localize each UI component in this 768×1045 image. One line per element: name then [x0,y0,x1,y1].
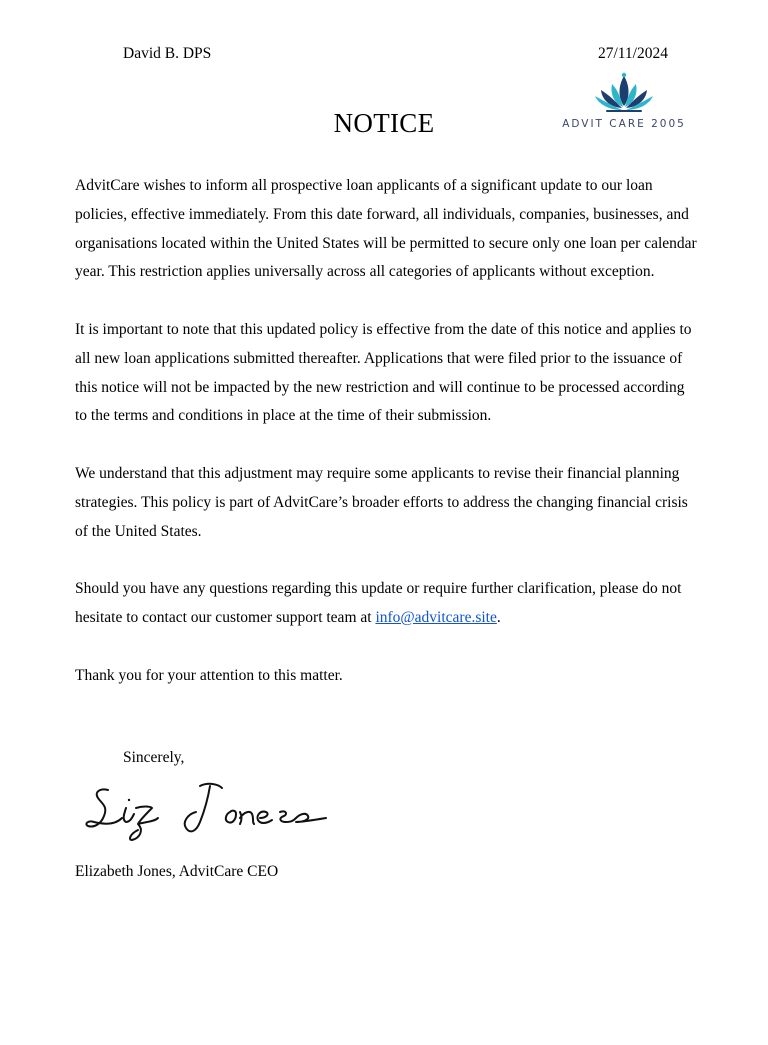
paragraph-adjustment: We understand that this adjustment may require some applicants to revise their financial planning strategies. This policy is part of AdvitCare’s broader efforts to address the changing financial crisis of the United States. [75,464,688,540]
notice-body [75,172,697,719]
notice-date: 27/11/2024 [597,45,668,62]
handwritten-signature [82,778,342,844]
paragraph-effective-date: It is important to note that this updated policy is effective from the date of this notice and applies to all new loan applications submitted thereafter. Applications that were filed prior to the issuance of this notice will not be impacted by the new restriction and will continue to be processed according to the terms and conditions in place at the time of their submission. [75,320,692,425]
signer-name: Elizabeth Jones, AdvitCare CEO [75,863,279,880]
page-title: NOTICE [333,108,435,138]
closing-salutation: Sincerely, [123,749,185,766]
paragraph-policy-update: AdvitCare wishes to inform all prospective loan applicants of a significant update to our loan policies, effective immediately. From this date forward, all individuals, companies, businesses, and organisations located within the United States will be permitted to secure only one loan per calendar year. This restriction applies universally across all categories of applicants without exception. [75,177,697,281]
paragraph-thanks: Thank you for your attention to this matter. [75,666,343,684]
contact-text-end: . [496,608,501,626]
sender-name: David B. DPS [123,45,212,62]
paragraph-contact [75,575,697,633]
logo-text: ADVIT CARE 2005 [562,118,686,130]
support-email-link[interactable]: info@advitcare.site [375,608,497,626]
contact-text: Should you have any questions regarding this update or require further clarification, please do not hesitate to contact our customer support team at [75,580,682,626]
